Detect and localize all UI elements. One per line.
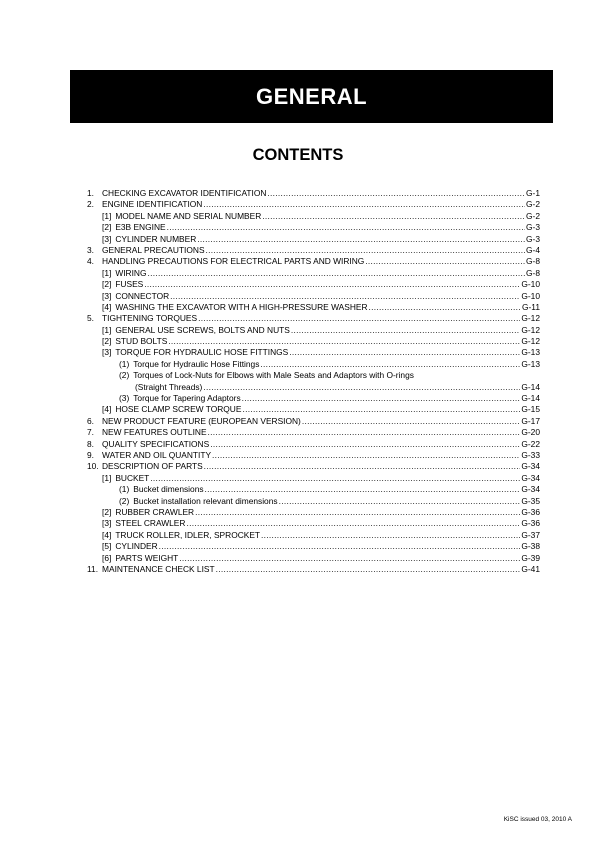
toc-dot-leader	[204, 461, 521, 472]
toc-entry-page: G-1	[526, 188, 540, 198]
toc-dot-leader	[206, 245, 525, 256]
toc-dot-leader	[150, 473, 520, 484]
toc-entry-title: STEEL CRAWLER	[115, 518, 186, 529]
toc-entry-page: G-38	[521, 541, 540, 552]
toc-entry-title: CYLINDER	[115, 541, 158, 552]
toc-entry-title: Bucket installation relevant dimensions	[133, 495, 278, 506]
toc-entry-number: [5]	[102, 541, 112, 552]
toc-entry-title: GENERAL USE SCREWS, BOLTS AND NUTS	[115, 324, 290, 335]
toc-entry-page: G-2	[526, 210, 540, 221]
toc-entry-title: FUSES	[115, 279, 144, 290]
toc-entry-page: G-36	[521, 506, 540, 517]
toc-entry-number: [3]	[102, 518, 112, 529]
toc-entry-title: TRUCK ROLLER, IDLER, SPROCKET	[115, 529, 261, 540]
toc-entry-title: WASHING THE EXCAVATOR WITH A HIGH-PRESSURE WASHER	[115, 301, 368, 312]
toc-dot-leader	[302, 416, 521, 427]
toc-entry-title: DESCRIPTION OF PARTS	[102, 461, 203, 472]
toc-entry[interactable]	[87, 347, 540, 358]
toc-entry-number: 11.	[87, 563, 99, 574]
toc-dot-leader	[186, 518, 520, 529]
toc-entry[interactable]	[87, 291, 540, 302]
toc-entry-page: G-3	[526, 233, 540, 244]
toc-entry-page: G-11	[522, 301, 540, 312]
toc-entry-title: HANDLING PRECAUTIONS FOR ELECTRICAL PARTS AND WIRING	[102, 256, 365, 267]
toc-dot-leader	[197, 234, 525, 245]
toc-entry-title: PARTS WEIGHT	[115, 552, 179, 563]
toc-entry[interactable]	[87, 302, 540, 313]
toc-dot-leader	[279, 496, 521, 507]
toc-entry-page: G-33	[521, 449, 540, 460]
toc-dot-leader	[242, 393, 521, 404]
toc-entry-number: (2)	[119, 495, 130, 506]
toc-entry[interactable]	[87, 370, 540, 381]
toc-entry-page: G-14	[521, 393, 540, 404]
toc-entry-page: G-4	[526, 244, 540, 255]
toc-dot-leader	[203, 199, 525, 210]
toc-entry-page: G-10	[521, 290, 540, 301]
toc-entry-page: G-15	[521, 404, 540, 415]
toc-entry[interactable]	[87, 256, 540, 267]
toc-entry[interactable]	[87, 336, 540, 347]
toc-dot-leader	[365, 256, 525, 267]
toc-entry[interactable]	[87, 518, 540, 529]
toc-entry-page: G-17	[521, 415, 540, 426]
toc-dot-leader	[208, 427, 521, 438]
toc-entry-title: MODEL NAME AND SERIAL NUMBER	[115, 210, 262, 221]
toc-entry-page: G-12	[521, 324, 540, 335]
toc-entry-title: E3B ENGINE	[115, 222, 166, 233]
toc-entry-page: G-20	[521, 427, 540, 438]
toc-dot-leader	[168, 336, 520, 347]
toc-entry-number: (3)	[119, 393, 130, 404]
header-banner	[70, 70, 553, 123]
toc-entry-number: 8.	[87, 438, 94, 449]
toc-entry-number: 10.	[87, 461, 99, 472]
toc-dot-leader	[261, 530, 520, 541]
toc-entry[interactable]	[87, 473, 540, 484]
toc-entry-number: [1]	[102, 472, 112, 483]
toc-dot-leader	[170, 291, 520, 302]
toc-entry-title: NEW FEATURES OUTLINE	[102, 427, 207, 438]
toc-entry-number: (1)	[119, 358, 130, 369]
toc-entry-page: G-22	[521, 438, 540, 449]
toc-entry-number: [6]	[102, 552, 112, 563]
toc-entry[interactable]	[87, 393, 540, 404]
toc-entry[interactable]	[87, 382, 540, 393]
contents-heading: CONTENTS	[252, 146, 344, 164]
toc-entry-number: 4.	[87, 256, 94, 267]
toc-entry[interactable]	[87, 507, 540, 518]
toc-entry-number: [4]	[102, 529, 112, 540]
toc-entry-page: G-41	[521, 563, 540, 574]
toc-entry[interactable]	[87, 439, 540, 450]
toc-dot-leader	[167, 222, 525, 233]
toc-entry[interactable]	[87, 416, 540, 427]
toc-dot-leader	[289, 347, 520, 358]
toc-entry-title: NEW PRODUCT FEATURE (EUROPEAN VERSION)	[102, 415, 301, 426]
toc-entry[interactable]	[87, 279, 540, 290]
toc-dot-leader	[147, 268, 525, 279]
toc-entry-page: G-35	[521, 495, 540, 506]
toc-entry[interactable]	[87, 553, 540, 564]
toc-entry-title: Torque for Hydraulic Hose Fittings	[133, 358, 260, 369]
toc-entry[interactable]	[87, 199, 540, 210]
toc-entry-title: TORQUE FOR HYDRAULIC HOSE FITTINGS	[115, 347, 289, 358]
toc-entry[interactable]	[87, 211, 540, 222]
toc-entry[interactable]	[87, 484, 540, 495]
toc-entry-title: WIRING	[115, 267, 147, 278]
toc-entry-number: (1)	[119, 484, 130, 495]
toc-entry-page: G-10	[521, 279, 540, 290]
toc-entry-page: G-34	[521, 484, 540, 495]
toc-entry-number: (2)	[119, 370, 130, 381]
toc-entry-page: G-2	[526, 199, 540, 210]
toc-dot-leader	[144, 279, 520, 290]
toc-entry[interactable]	[87, 530, 540, 541]
toc-entry[interactable]	[87, 268, 540, 279]
toc-entry-number: [1]	[102, 210, 112, 221]
toc-entry-number: [2]	[102, 506, 112, 517]
toc-entry-title: CYLINDER NUMBER	[115, 233, 197, 244]
toc-entry-page: G-37	[521, 529, 540, 540]
toc-entry-number: [4]	[102, 301, 112, 312]
toc-entry-page: G-36	[521, 518, 540, 529]
toc-entry-number: 2.	[87, 199, 94, 210]
toc-entry[interactable]	[87, 461, 540, 472]
toc-entry-title: RUBBER CRAWLER	[115, 506, 195, 517]
table-of-contents	[87, 188, 540, 575]
toc-entry[interactable]	[87, 564, 540, 575]
toc-dot-leader	[195, 507, 520, 518]
toc-dot-leader	[205, 484, 521, 495]
toc-entry-number: 1.	[87, 188, 94, 198]
toc-entry-title: ENGINE IDENTIFICATION	[102, 199, 203, 210]
toc-entry[interactable]	[87, 188, 540, 199]
toc-entry-title: (Straight Threads)	[135, 381, 203, 392]
toc-entry-number: [2]	[102, 222, 112, 233]
toc-dot-leader	[210, 439, 520, 450]
toc-dot-leader	[198, 313, 520, 324]
toc-entry-number: [2]	[102, 279, 112, 290]
toc-dot-leader	[262, 211, 525, 222]
toc-entry-page: G-13	[521, 358, 540, 369]
toc-entry-page: G-34	[521, 461, 540, 472]
toc-entry-page: G-8	[526, 267, 540, 278]
toc-entry-number: [1]	[102, 324, 112, 335]
toc-entry-title: STUD BOLTS	[115, 336, 168, 347]
toc-entry-title: Torque for Tapering Adaptors	[133, 393, 241, 404]
toc-dot-leader	[242, 404, 520, 415]
toc-entry-title: MAINTENANCE CHECK LIST	[102, 563, 215, 574]
toc-entry-number: [3]	[102, 347, 112, 358]
toc-dot-leader	[179, 553, 520, 564]
section-title: GENERAL	[255, 83, 368, 109]
toc-entry-page: G-34	[521, 472, 540, 483]
toc-entry-page: G-8	[526, 256, 540, 267]
toc-entry[interactable]	[87, 427, 540, 438]
toc-entry-page: G-12	[521, 336, 540, 347]
toc-dot-leader	[216, 564, 521, 575]
toc-entry-number: 9.	[87, 449, 94, 460]
toc-entry-title: GENERAL PRECAUTIONS	[102, 244, 205, 255]
toc-dot-leader	[260, 359, 520, 370]
toc-entry-title: BUCKET	[115, 472, 150, 483]
toc-entry-title: Torques of Lock-Nuts for Elbows with Male Seats and Adaptors with O-rings	[133, 370, 414, 381]
toc-entry-page: G-14	[521, 381, 540, 392]
toc-entry[interactable]	[87, 245, 540, 256]
toc-entry-number: 3.	[87, 244, 94, 255]
toc-entry[interactable]	[87, 496, 540, 507]
toc-entry-number: [4]	[102, 404, 112, 415]
toc-entry-number: [1]	[102, 267, 112, 278]
toc-entry-number: [2]	[102, 336, 112, 347]
toc-entry-page: G-13	[521, 347, 540, 358]
toc-entry-title: Bucket dimensions	[133, 484, 204, 495]
toc-entry-title: WATER AND OIL QUANTITY	[102, 449, 212, 460]
toc-entry-number: 6.	[87, 415, 94, 426]
toc-entry-title: CHECKING EXCAVATOR IDENTIFICATION	[102, 188, 267, 198]
toc-entry-number: 5.	[87, 313, 94, 324]
toc-entry-title: CONNECTOR	[115, 290, 170, 301]
toc-entry[interactable]	[87, 541, 540, 552]
toc-entry-page: G-3	[526, 222, 540, 233]
toc-entry[interactable]	[87, 450, 540, 461]
toc-entry[interactable]	[87, 222, 540, 233]
toc-entry[interactable]	[87, 359, 540, 370]
footer-issue-note: KiSC issued 03, 2010 A	[503, 816, 572, 823]
toc-entry[interactable]	[87, 404, 540, 415]
toc-entry[interactable]	[87, 325, 540, 336]
toc-dot-leader	[212, 450, 520, 461]
toc-dot-leader	[267, 188, 525, 199]
toc-entry-title: QUALITY SPECIFICATIONS	[102, 438, 210, 449]
toc-entry-number: 7.	[87, 427, 94, 438]
toc-dot-leader	[159, 541, 521, 552]
toc-dot-leader	[369, 302, 521, 313]
toc-entry-page: G-39	[521, 552, 540, 563]
toc-entry-page: G-12	[521, 313, 540, 324]
toc-entry-title: HOSE CLAMP SCREW TORQUE	[115, 404, 242, 415]
toc-dot-leader	[291, 325, 521, 336]
toc-entry-number: [3]	[102, 290, 112, 301]
toc-entry[interactable]	[87, 234, 540, 245]
toc-entry-number: [3]	[102, 233, 112, 244]
toc-dot-leader	[203, 382, 520, 393]
toc-entry-title: TIGHTENING TORQUES	[102, 313, 198, 324]
toc-entry[interactable]	[87, 313, 540, 324]
